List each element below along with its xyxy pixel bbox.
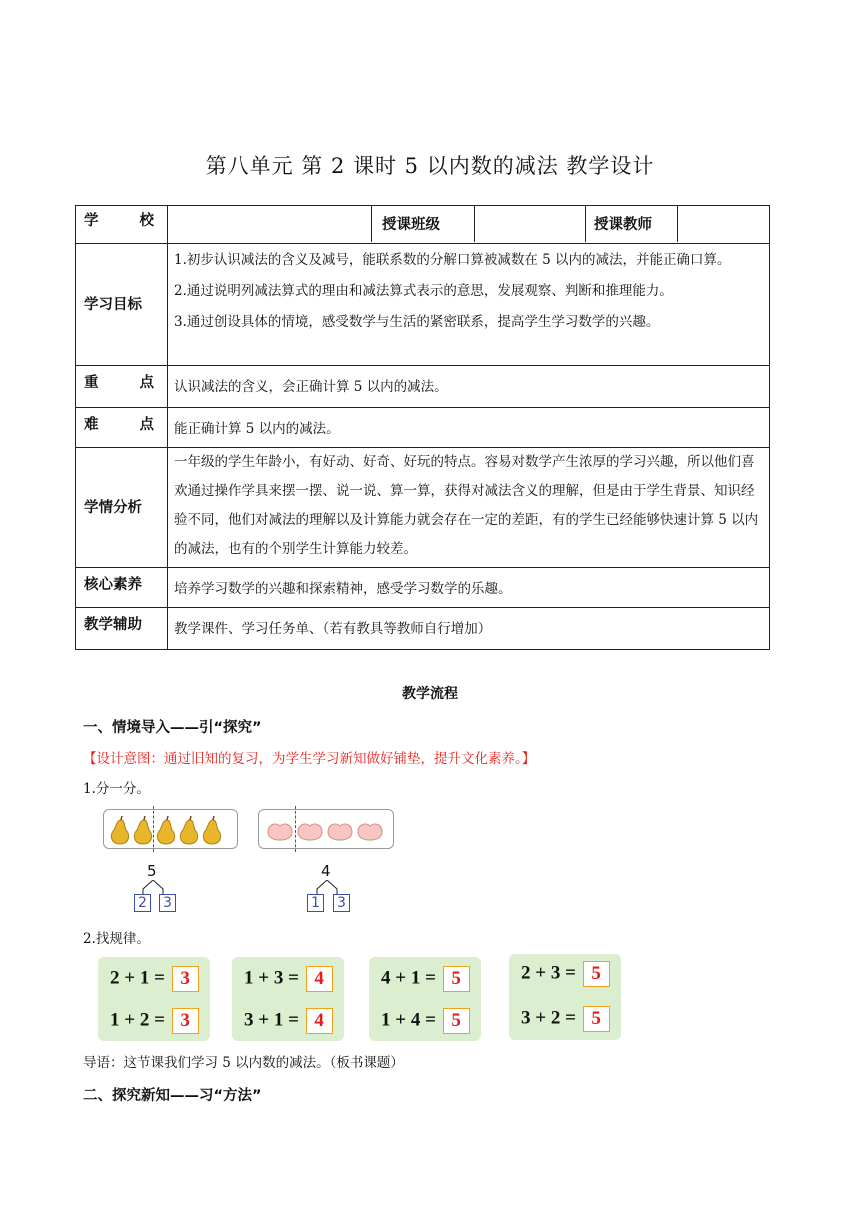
split-part-right: 3 xyxy=(333,894,350,912)
class-label: 授课班级 xyxy=(372,206,475,242)
analysis-label: 学情分析 xyxy=(76,448,168,568)
split-part-left: 2 xyxy=(134,894,151,912)
equation-card xyxy=(369,957,481,1041)
answer-box: 5 xyxy=(583,1006,610,1032)
answer-box: 4 xyxy=(306,966,333,992)
goal-item: 3.通过创设具体的情境，感受数学与生活的紧密联系，提高学生学习数学的兴趣。 xyxy=(174,314,660,330)
split-part-right: 3 xyxy=(159,894,176,912)
aid-text: 教学课件、学习任务单、（若有教具等教师自行增加） xyxy=(168,608,770,650)
goals-list xyxy=(168,244,770,366)
equation-card xyxy=(98,957,210,1041)
equation: 2 + 3 = 5 xyxy=(521,961,610,987)
equation: 1 + 2 = 3 xyxy=(110,1008,199,1034)
aid-label: 教学辅助 xyxy=(76,608,168,650)
difficulty-text: 能正确计算 5 以内的减法。 xyxy=(168,408,770,448)
page-title: 第八单元 第 2 课时 5 以内数的减法 教学设计 xyxy=(205,154,655,178)
equation: 3 + 2 = 5 xyxy=(521,1006,610,1032)
equation: 1 + 4 = 5 xyxy=(381,1008,470,1034)
answer-box: 5 xyxy=(583,961,610,987)
class-value xyxy=(475,206,586,242)
school-label: 学 校 xyxy=(76,206,168,244)
answer-box: 3 xyxy=(172,1008,199,1034)
goal-item: 1.初步认识减法的含义及减号，能联系数的分解口算被减数在 5 以内的减法，并能正确口算。 xyxy=(174,252,731,268)
split-total: 4 xyxy=(321,862,331,880)
answer-box: 5 xyxy=(443,966,470,992)
pear-icon xyxy=(107,816,237,846)
guide-text: 导语：这节课我们学习 5 以内数的减法。（板书课题） xyxy=(83,1055,404,1071)
split-total: 5 xyxy=(147,862,157,880)
answer-box: 3 xyxy=(172,966,199,992)
core-label: 核心素养 xyxy=(76,568,168,608)
section-heading: 一、情境导入——引“探究” xyxy=(83,720,262,736)
flow-title: 教学流程 xyxy=(402,686,458,702)
equation-card xyxy=(232,957,344,1041)
lesson-info-table xyxy=(75,205,770,650)
core-text: 培养学习数学的兴趣和探索精神，感受学习数学的乐趣。 xyxy=(168,568,770,608)
school-value xyxy=(168,206,372,242)
equation: 1 + 3 = 4 xyxy=(244,966,333,992)
step-pattern: 2.找规律。 xyxy=(83,931,150,947)
answer-box: 5 xyxy=(443,1008,470,1034)
equation-card xyxy=(509,954,621,1040)
step-divide: 1.分一分。 xyxy=(83,781,150,797)
key-point-label: 重 点 xyxy=(76,366,168,408)
answer-box: 4 xyxy=(306,1008,333,1034)
split-part-left: 1 xyxy=(307,894,324,912)
equation: 4 + 1 = 5 xyxy=(381,966,470,992)
design-intent: 【设计意图：通过旧知的复习，为学生学习新知做好铺垫，提升文化素养。】 xyxy=(83,751,536,767)
section-heading: 二、探究新知——习“方法” xyxy=(83,1088,262,1104)
peach-icon xyxy=(264,818,392,844)
analysis-text: 一年级的学生年龄小，有好动、好奇、好玩的特点。容易对数学产生浓厚的学习兴趣，所以他们喜欢通过操作学具来摆一摆、说一说、算一算，获得对减法含义的理解，但是由于学生背景、知识经验不同，他们对减法的理解以及计算能力就会存在一定的差距，有的学生已经能够快速计算 5 以内的减法，也有的个别学生计算能力较差。 xyxy=(168,448,770,568)
goals-label: 学习目标 xyxy=(76,244,168,366)
equation: 3 + 1 = 4 xyxy=(244,1008,333,1034)
teacher-label: 授课教师 xyxy=(586,206,678,242)
difficulty-label: 难 点 xyxy=(76,408,168,448)
equation: 2 + 1 = 3 xyxy=(110,966,199,992)
goal-item: 2.通过说明列减法算式的理由和减法算式表示的意思，发展观察、判断和推理能力。 xyxy=(174,283,673,299)
teacher-value xyxy=(678,206,769,242)
peach-group-box xyxy=(258,809,394,849)
pear-group-box xyxy=(103,809,238,849)
key-point-text: 认识减法的含义，会正确计算 5 以内的减法。 xyxy=(168,366,770,408)
